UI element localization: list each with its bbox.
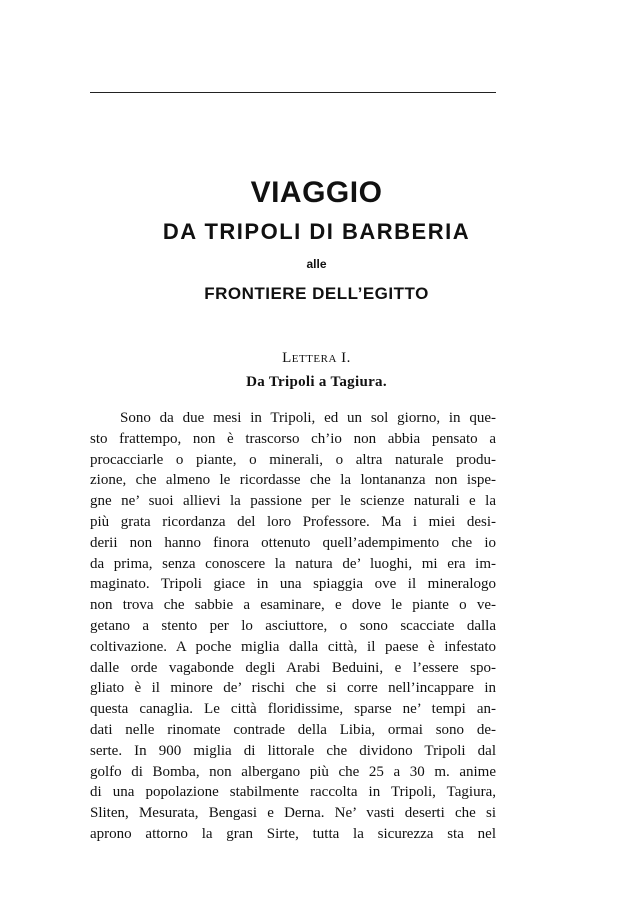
letter-title: Da Tripoli a Tagiura. <box>246 374 387 390</box>
text-line: da prima, senza conoscere la natura de’ luoghi, mi era im- <box>90 555 496 572</box>
text-line: gne ne’ suoi allievi la passione per le scienze naturali e la <box>90 493 496 510</box>
text-line: maginato. Tripoli giace in una spiaggia ove il mineralogo <box>90 576 496 593</box>
text-line: procacciarle o piante, o minerali, o altra naturale produ- <box>90 451 496 468</box>
text-line: aprono attorno la gran Sirte, tutta la sicurezza sta nel <box>90 825 496 842</box>
text-line: coltivazione. A poche miglia dalla città, il paese è infestato <box>90 638 496 655</box>
book-subtitle: DA TRIPOLI DI BARBERIA <box>162 219 471 244</box>
text-line: gliato è il minore de’ rischi che si corre nell’incappare in <box>90 680 496 697</box>
text-line: dalle orde vagabonde degli Arabi Beduini, e l’essere spo- <box>90 659 496 676</box>
text-line: dati nelle rinomate contrade della Libia, ormai sono de- <box>90 721 496 738</box>
body-paragraph <box>90 408 496 845</box>
text-line: non trova che sabbie a esaminare, e dove le piante o ve- <box>90 597 496 614</box>
text-line: getano a stento per lo asciuttore, o sono scacciate dalla <box>90 617 496 634</box>
text-line: derii non hanno finora ottenuto quell’adempimento che io <box>90 534 496 551</box>
book-destination: FRONTIERE DELL’EGITTO <box>204 284 429 303</box>
text-line: sto frattempo, non è trascorso ch’io non abbia pensato a <box>90 430 496 447</box>
text-line: Sono da due mesi in Tripoli, ed un sol giorno, in que- <box>120 410 496 426</box>
text-line: zione, che almeno le ricordasse che la lontananza non ispe- <box>90 472 496 489</box>
header-rule <box>90 92 496 93</box>
text-line: serte. In 900 miglia di littorale che dividono Tripoli dal <box>90 742 496 759</box>
text-line: di una popolazione stabilmente raccolta in Tripoli, Tagiura, <box>90 784 496 801</box>
text-line: Sliten, Mesurata, Bengasi e Derna. Ne’ vasti deserti che si <box>90 805 496 822</box>
title-connector: alle <box>306 257 327 271</box>
text-line: più grata ricordanza del loro Professore. Ma i miei desi- <box>90 513 496 530</box>
letter-number: Lettera I. <box>282 350 351 366</box>
text-line: questa canaglia. Le città floridissime, sparse ne’ tempi an- <box>90 701 496 718</box>
book-title: VIAGGIO <box>250 176 383 209</box>
text-line: golfo di Bomba, non albergano più che 25 a 30 m. anime <box>90 763 496 780</box>
